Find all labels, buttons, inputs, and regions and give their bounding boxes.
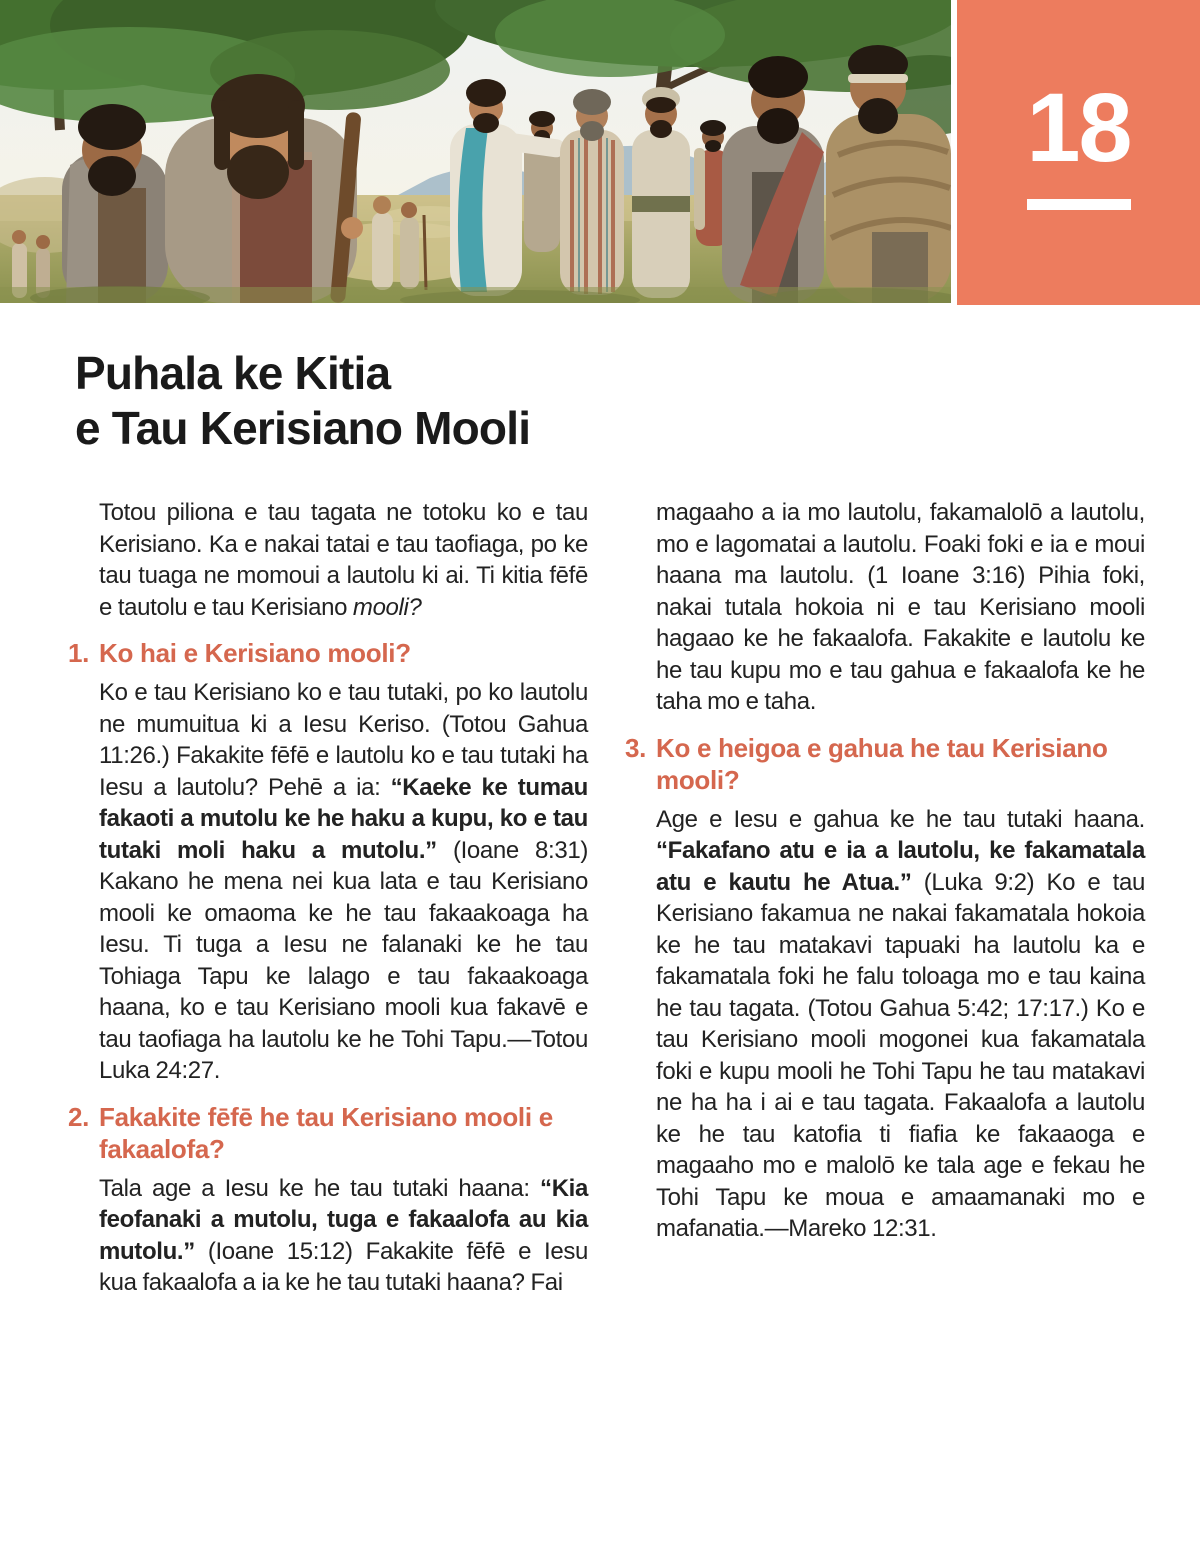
text-run: Age e Iesu e gahua ke he tau tutaki haana. — [656, 805, 1145, 833]
text-run: (Ioane 15:12) Fakakite fēfē e Iesu kua fakaalofa a ia ke he tau tutaki haana? Fai — [99, 1237, 588, 1296]
content-columns — [68, 497, 1145, 1299]
chapter-underline — [1027, 199, 1131, 210]
section-heading — [625, 732, 1145, 796]
text-run: “Kia feofanaki a mutolu, tuga e fakaalofa au kia mutolu.” — [99, 1174, 588, 1265]
page-title-line2: e Tau Kerisiano Mooli — [75, 402, 531, 454]
disciples-walking-illustration — [0, 0, 951, 303]
section-title: Ko hai e Kerisiano mooli? — [99, 638, 411, 668]
right-column — [625, 497, 1145, 1299]
section-title: Ko e heigoa e gahua he tau Kerisiano mooli? — [656, 732, 1108, 795]
section-number: 2. — [68, 1101, 90, 1132]
section-heading — [68, 1101, 588, 1165]
text-run: (Luka 9:2) Ko e tau Kerisiano fakamua ne nakai fakamatala hokoia ke he tau matakavi tapuaki ha lautolu ka e fakamatala foki he falu toloaga mo e tau kaina he tau tagata. (Totou Gahua 5:42; 17:17.) Ko e tau Kerisiano mooli mogonei kua fakamatala foki e kupu mooli he Tohi Tapu he tau matakavi ne ha ha i ai e tau tagata. Fakaalofa a lautolu ke he tau katofia ti fiafia ke fakaaoga e magaaho mo e malolō ke tala age e fekau he Tohi Tapu ke moua e amaamanaki mo e mafanatia.—Mareko 12:31. — [656, 868, 1145, 1242]
text-run: “Kaeke ke tumau fakaoti a mutolu ke he haku a kupu, ko e tau tutaki moli haku a mutolu.” — [99, 773, 588, 864]
section-paragraph — [68, 677, 588, 1087]
header-photo — [0, 0, 951, 303]
text-run: (Ioane 8:31) Kakano he mena nei kua lata e tau Kerisiano mooli ke omaoma ke he tau fakaakoaga ha Iesu. Ti tuga a Iesu ne falanaki ke he tau Tohiaga Tapu ke lalago e tau fakaakoaga haana, ko e tau Kerisiano mooli kua fakavē e tau taofiaga ha lautolu ke he Tohi Tapu.—Totou Luka 24:27. — [99, 836, 588, 1084]
page-title-line1: Puhala ke Kitia — [75, 347, 391, 399]
section — [68, 637, 588, 1087]
section-number: 3. — [625, 732, 647, 763]
text-run: magaaho a ia mo lautolu, fakamalolō a lautolu, mo e lagomatai a lautolu. Foaki foki e ia e moui haana ma lautolu. (1 Ioane 3:16) Pihia foki, nakai tutala hokoia ni e tau Kerisiano mooli hagaao ke he fakaalofa. Fakakite e lautolu ke he tau kupu mo e tau gahua e fakaalofa ke he taha mo e taha. — [656, 499, 1145, 715]
section-number: 1. — [68, 638, 90, 668]
chapter-number-block — [957, 0, 1200, 305]
chapter-number: 18 — [1026, 73, 1131, 182]
text-run: Ko e tau Kerisiano ko e tau tutaki, po ko lautolu ne mumuitua ki a Iesu Keriso. (Totou Gahua 11:26.) Fakakite fēfē e lautolu ko e tau tutaki ha Iesu a lautolu? Pehē a ia: — [99, 679, 588, 801]
text-run: mooli? — [352, 593, 422, 621]
body-paragraph — [625, 497, 1145, 718]
body-paragraph — [68, 497, 588, 623]
text-run: “Fakafano atu e ia a lautolu, ke fakamatala atu e kautu he Atua.” — [656, 837, 1145, 896]
section-paragraph — [625, 804, 1145, 1245]
page-title — [75, 346, 530, 456]
section-paragraph — [68, 1173, 588, 1299]
text-run: Totou piliona e tau tagata ne totoku ko e tau Kerisiano. Ka e nakai tatai e tau taofiaga, po ke tau tuaga ne momoui a lautolu ki ai. Ti kitia fēfē e tautolu e tau Kerisiano — [99, 499, 588, 621]
text-run: Tala age a Iesu ke he tau tutaki haana: — [99, 1174, 541, 1202]
left-column — [68, 497, 588, 1299]
section-heading — [68, 637, 588, 669]
section — [625, 732, 1145, 1245]
section-title: Fakakite fēfē he tau Kerisiano mooli e fakaalofa? — [99, 1101, 553, 1164]
section — [68, 1101, 588, 1299]
